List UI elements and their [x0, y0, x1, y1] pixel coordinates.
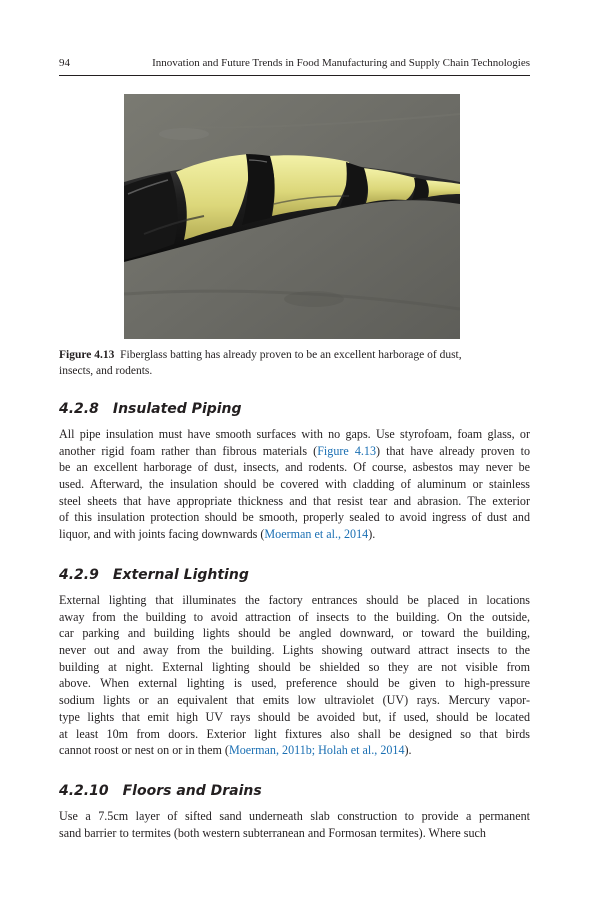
- section-number: 4.2.8: [59, 401, 99, 417]
- paragraph-external-lighting: [59, 592, 530, 759]
- section-number: 4.2.9: [59, 567, 99, 583]
- text-line: [59, 726, 530, 743]
- cross-reference-link[interactable]: Moerman, 2011b; Holah et al., 2014: [228, 743, 405, 758]
- section-number: 4.2.10: [59, 783, 109, 799]
- header-rule: [59, 75, 530, 76]
- cross-reference-link[interactable]: Moerman et al., 2014: [264, 527, 369, 542]
- text-run: above. When external lighting is used, preference should be given to high-pressure: [59, 676, 530, 691]
- text-run: ).: [368, 527, 376, 542]
- pipe-photo-illustration: [124, 94, 460, 339]
- text-line: [59, 493, 530, 510]
- text-line: [59, 692, 530, 709]
- text-line: [59, 476, 530, 493]
- figure-caption: [59, 348, 530, 379]
- text-line: [59, 808, 530, 825]
- text-run: at least 10m from doors. Exterior light fixtures also shall be designed so that birds: [59, 726, 530, 741]
- cross-reference-link[interactable]: Figure 4.13: [317, 443, 377, 458]
- text-line: [59, 443, 530, 460]
- caption-text-1: Fiberglass batting has already proven to be an excellent harborage of dust,: [120, 349, 462, 361]
- text-run: ).: [404, 743, 412, 758]
- text-run: cannot roost or nest on or in them (: [59, 743, 229, 758]
- text-run: All pipe insulation must have smooth surfaces with no gaps. Use styrofoam, foam glass, or: [59, 427, 530, 441]
- text-line: [59, 675, 530, 692]
- text-run: sand barrier to termites (both western subterranean and Formosan termites). Where such: [59, 825, 486, 840]
- text-line: [59, 742, 530, 759]
- caption-line: [59, 348, 530, 364]
- text-run: External lighting that illuminates the factory entrances should be placed in locations: [59, 593, 530, 607]
- text-line: [59, 825, 530, 842]
- text-run: ) that have already proven to: [376, 443, 531, 458]
- text-line: [59, 509, 530, 526]
- section-title: External Lighting: [112, 567, 249, 583]
- section-heading-floors-and-drains: [59, 783, 262, 800]
- text-line: [59, 459, 530, 476]
- caption-text-2: insects, and rodents.: [59, 364, 153, 377]
- text-line: [59, 642, 530, 659]
- section-heading-insulated-piping: [59, 401, 242, 418]
- text-line: [59, 709, 530, 726]
- text-run: car parking and building lights should be angled downward, or toward the building,: [59, 626, 530, 641]
- text-line: [59, 659, 530, 676]
- text-run: be an excellent harborage of dust, insects, and rodents. Of course, asbestos may never be: [59, 460, 530, 475]
- section-title: Floors and Drains: [122, 783, 262, 799]
- section-heading-external-lighting: [59, 567, 249, 584]
- text-run: another rigid foam rather than fibrous materials (: [59, 443, 318, 458]
- page-number: 94: [59, 57, 70, 69]
- text-run: of this insulation protection should be smooth, properly sealed to avoid ingress of dust and: [59, 510, 530, 525]
- caption-line: [59, 364, 530, 380]
- figure-photo-insulated-pipe: [124, 94, 460, 339]
- text-run: away from the building to avoid attraction of insects to the building. On the outside,: [59, 609, 530, 624]
- text-run: steel sheets that have appropriate thickness and that resist tear and abrasion. The exterior: [59, 493, 530, 508]
- text-run: type lights that emit high UV rays should be avoided but, if used, should be located: [59, 709, 530, 724]
- text-line: [59, 592, 530, 609]
- text-run: used. Afterward, the insulation should be covered with cladding of aluminum or stainless: [59, 477, 530, 492]
- text-run: sodium lights or an equivalent that emits low ultraviolet (UV) rays. Mercury vapor-: [59, 693, 530, 708]
- text-run: Use a 7.5cm layer of sifted sand underneath slab construction to provide a permanent: [59, 809, 530, 823]
- figure-label: Figure 4.13: [59, 349, 115, 361]
- text-run: liquor, and with joints facing downwards (: [59, 527, 265, 542]
- paragraph-insulated-piping: [59, 426, 530, 543]
- text-line: [59, 625, 530, 642]
- section-title: Insulated Piping: [112, 401, 242, 417]
- text-line: [59, 426, 530, 443]
- text-run: building at night. External lighting should be shielded so they are not visible from: [59, 659, 530, 674]
- text-run: never out and away from the building. Lights showing outward attract insects to the: [59, 643, 530, 658]
- running-title: Innovation and Future Trends in Food Manufacturing and Supply Chain Technologies: [152, 57, 530, 69]
- text-line: [59, 609, 530, 626]
- text-line: [59, 526, 530, 543]
- paragraph-floors-and-drains: [59, 808, 530, 841]
